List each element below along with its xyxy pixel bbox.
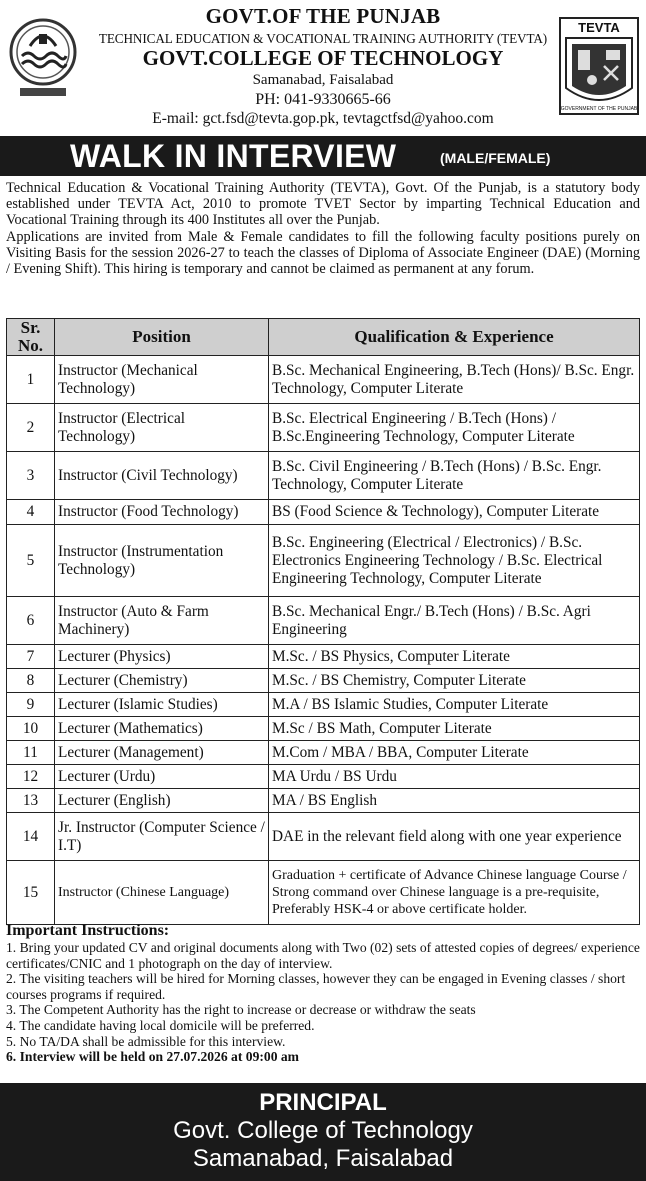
- row-position: Instructor (Civil Technology): [55, 452, 269, 500]
- footer-designation: PRINCIPAL: [259, 1089, 387, 1116]
- instructions-heading: Important Instructions:: [6, 922, 170, 939]
- row-qualification: B.Sc. Engineering (Electrical / Electronics) / B.Sc. Electronics Engineering Technology / B.Sc. Electrical Engineering Technology, Computer Literate: [269, 525, 640, 597]
- table-row: [7, 789, 640, 813]
- row-sr: 1: [7, 356, 55, 404]
- banner-title: WALK IN INTERVIEW: [70, 138, 397, 174]
- header-qualification: Qualification & Experience: [269, 319, 640, 356]
- row-qualification: M.A / BS Islamic Studies, Computer Literate: [269, 693, 640, 717]
- table-row: [7, 741, 640, 765]
- row-qualification: M.Sc. / BS Chemistry, Computer Literate: [269, 669, 640, 693]
- table-row: [7, 645, 640, 669]
- row-position: Lecturer (Chemistry): [55, 669, 269, 693]
- instruction-item: 4. The candidate having local domicile will be preferred.: [6, 1017, 315, 1033]
- instruction-item: 2. The visiting teachers will be hired for Morning classes, however they can be engaged in Evening classes / short courses programs if required.: [6, 971, 626, 1002]
- row-sr: 7: [7, 645, 55, 669]
- row-sr: 8: [7, 669, 55, 693]
- row-sr: 11: [7, 741, 55, 765]
- row-qualification: B.Sc. Civil Engineering / B.Tech (Hons) / B.Sc. Engr. Technology, Computer Literate: [269, 452, 640, 500]
- important-instructions: [6, 922, 640, 1065]
- footer-signature: [0, 1083, 646, 1181]
- positions-table: [6, 318, 640, 925]
- table-row: [7, 861, 640, 925]
- row-sr: 6: [7, 597, 55, 645]
- intro-text: [6, 180, 640, 277]
- row-position: Lecturer (Mathematics): [55, 717, 269, 741]
- walk-in-interview-banner: [0, 136, 646, 176]
- row-qualification: B.Sc. Mechanical Engineering, B.Tech (Hons)/ B.Sc. Engr. Technology, Computer Literate: [269, 356, 640, 404]
- government-title: GOVT.OF THE PUNJAB: [205, 4, 441, 28]
- row-sr: 3: [7, 452, 55, 500]
- row-qualification: M.Sc. / BS Physics, Computer Literate: [269, 645, 640, 669]
- college-email: E-mail: gct.fsd@tevta.gop.pk, tevtagctfsd@yahoo.com: [152, 110, 494, 127]
- row-position: Instructor (Instrumentation Technology): [55, 525, 269, 597]
- row-sr: 13: [7, 789, 55, 813]
- table-row: [7, 525, 640, 597]
- row-position: Lecturer (Physics): [55, 645, 269, 669]
- row-qualification: M.Sc / BS Math, Computer Literate: [269, 717, 640, 741]
- row-sr: 4: [7, 500, 55, 525]
- college-phone: PH: 041-9330665-66: [255, 91, 391, 108]
- row-position: Lecturer (Management): [55, 741, 269, 765]
- authority-name: TECHNICAL EDUCATION & VOCATIONAL TRAINING AUTHORITY (TEVTA): [98, 31, 548, 46]
- table-header-row: [7, 319, 640, 356]
- row-sr: 2: [7, 404, 55, 452]
- table-row: [7, 356, 640, 404]
- table-row: [7, 669, 640, 693]
- punjab-government-logo-icon: [8, 14, 78, 100]
- row-qualification: MA Urdu / BS Urdu: [269, 765, 640, 789]
- row-qualification: Graduation + certificate of Advance Chinese language Course / Strong command over Chinese language is a pre-requisite, Preferably HSK-4 or above certificate holder.: [269, 861, 640, 925]
- row-sr: 12: [7, 765, 55, 789]
- row-sr: 5: [7, 525, 55, 597]
- intro-paragraph-2: Applications are invited from Male & Female candidates to fill the following faculty positions purely on Visiting Basis for the session 2026-27 to teach the classes of Diploma of Associate Engineer (DAE) (Morning / Evening Shift). This hiring is temporary and cannot be claimed as permanent at any forum.: [6, 228, 640, 278]
- row-position: Instructor (Auto & Farm Machinery): [55, 597, 269, 645]
- college-address: Samanabad, Faisalabad: [252, 72, 394, 88]
- row-sr: 15: [7, 861, 55, 925]
- row-position: Instructor (Chinese Language): [55, 861, 269, 925]
- instruction-item: 1. Bring your updated CV and original documents along with Two (02) sets of attested copies of degrees/ experience certificates/CNIC and 1 photograph on the day of interview.: [6, 940, 640, 971]
- row-position: Instructor (Mechanical Technology): [55, 356, 269, 404]
- header: [0, 0, 646, 135]
- table-row: [7, 597, 640, 645]
- header-position: Position: [55, 319, 269, 356]
- table-row: [7, 765, 640, 789]
- row-qualification: MA / BS English: [269, 789, 640, 813]
- header-sr-no: Sr. No.: [7, 319, 55, 356]
- table-row: [7, 452, 640, 500]
- footer-location: Samanabad, Faisalabad: [192, 1145, 454, 1172]
- tevta-logo-ring-text: GOVERNMENT OF THE PUNJAB: [560, 106, 638, 112]
- row-sr: 9: [7, 693, 55, 717]
- instruction-item-interview-date: 6. Interview will be held on 27.07.2026 at 09:00 am: [6, 1049, 300, 1065]
- table-row: [7, 813, 640, 861]
- row-qualification: DAE in the relevant field along with one year experience: [269, 813, 640, 861]
- table-row: [7, 717, 640, 741]
- table-row: [7, 500, 640, 525]
- row-qualification: BS (Food Science & Technology), Computer Literate: [269, 500, 640, 525]
- row-position: Jr. Instructor (Computer Science / I.T): [55, 813, 269, 861]
- row-position: Lecturer (English): [55, 789, 269, 813]
- row-qualification: M.Com / MBA / BBA, Computer Literate: [269, 741, 640, 765]
- tevta-logo-text: TEVTA: [578, 20, 620, 35]
- row-position: Instructor (Electrical Technology): [55, 404, 269, 452]
- row-position: Lecturer (Urdu): [55, 765, 269, 789]
- intro-paragraph-1: Technical Education & Vocational Training Authority (TEVTA), Govt. Of the Punjab, is a statutory body established under TEVTA Act, 2010 to promote TVET Sector by imparting Technical Education and Vocational Training through its 400 Institutes all over the Punjab.: [6, 180, 640, 229]
- instruction-item: 3. The Competent Authority has the right to increase or decrease or withdraw the seats: [6, 1002, 476, 1018]
- row-qualification: B.Sc. Mechanical Engr./ B.Tech (Hons) / B.Sc. Agri Engineering: [269, 597, 640, 645]
- row-sr: 10: [7, 717, 55, 741]
- row-qualification: B.Sc. Electrical Engineering / B.Tech (Hons) / B.Sc.Engineering Technology, Computer Literate: [269, 404, 640, 452]
- row-position: Lecturer (Islamic Studies): [55, 693, 269, 717]
- table-row: [7, 404, 640, 452]
- row-position: Instructor (Food Technology): [55, 500, 269, 525]
- table-row: [7, 693, 640, 717]
- instruction-item: 5. No TA/DA shall be admissible for this interview.: [6, 1033, 286, 1049]
- tevta-logo-icon: [558, 16, 640, 116]
- footer-institution: Govt. College of Technology: [173, 1117, 473, 1144]
- row-sr: 14: [7, 813, 55, 861]
- college-name: GOVT.COLLEGE OF TECHNOLOGY: [142, 46, 504, 70]
- banner-subtitle: (MALE/FEMALE): [440, 150, 551, 166]
